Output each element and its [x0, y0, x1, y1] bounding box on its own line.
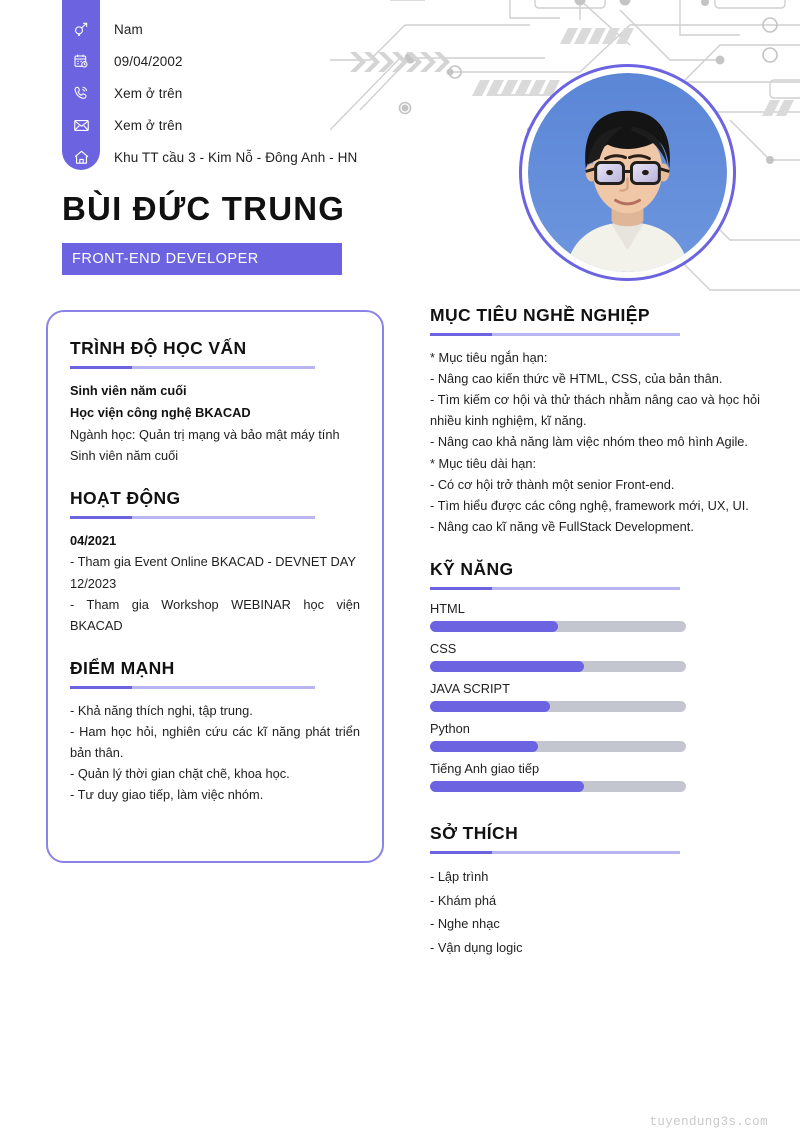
contact-value: 09/04/2002 — [114, 53, 183, 69]
candidate-name: BÙI ĐỨC TRUNG — [62, 190, 346, 227]
avatar — [519, 64, 736, 281]
skill-bar-fill — [430, 621, 558, 632]
objective-item: * Mục tiêu dài hạn: — [430, 455, 536, 471]
section-strengths — [70, 658, 360, 806]
hobby-item: - Vận dụng logic — [430, 940, 523, 955]
objective-item: - Tìm hiểu được các công nghệ, framework mới, UX, UI. — [430, 497, 749, 513]
activity-date: 12/2023 — [70, 575, 117, 591]
spacer — [70, 466, 360, 488]
contact-row — [62, 14, 462, 44]
hobby-item: - Nghe nhạc — [430, 916, 500, 932]
skill-bar-fill — [430, 741, 538, 752]
skill-bar-track — [430, 781, 686, 792]
skill-item — [430, 601, 760, 632]
job-role-banner — [62, 243, 342, 275]
section-divider — [70, 366, 315, 369]
watermark: tuyendung3s.com — [649, 1115, 768, 1129]
skill-label: HTML — [430, 600, 465, 616]
skill-label: Python — [430, 720, 470, 736]
spacer — [430, 801, 760, 823]
section-divider — [70, 686, 315, 689]
education-line: Sinh viên năm cuối — [70, 447, 179, 463]
skill-bar-fill — [430, 661, 584, 672]
contact-value: Khu TT cầu 3 - Kim Nỗ - Đông Anh - HN — [114, 149, 358, 165]
activity-date: 04/2021 — [70, 532, 117, 548]
section-divider — [430, 587, 680, 590]
activity-text: - Tham gia Workshop WEBINAR học viện BKACAD — [70, 596, 360, 633]
objective-item: - Tìm kiếm cơ hội và thử thách nhằm nâng cao và học hỏi nhiều kinh nghiệm, kĩ năng. — [430, 392, 760, 429]
section-objective — [430, 305, 760, 537]
home-icon — [62, 149, 100, 166]
hobby-item: - Khám phá — [430, 892, 497, 908]
section-divider — [70, 516, 315, 519]
section-hobbies — [430, 823, 760, 960]
section-education — [70, 338, 360, 466]
section-title: SỞ THÍCH — [430, 822, 519, 843]
section-title: MỤC TIÊU NGHỀ NGHIỆP — [430, 305, 650, 325]
education-line: Ngành học: Quản trị mạng và bảo mật máy tính — [70, 426, 340, 442]
contact-row — [62, 142, 462, 172]
right-column — [430, 305, 760, 960]
avatar-photo — [528, 73, 727, 272]
skill-bar-fill — [430, 701, 550, 712]
skill-item — [430, 681, 760, 712]
education-line: Sinh viên năm cuối — [70, 383, 187, 398]
skill-bar-track — [430, 621, 686, 632]
skill-item — [430, 641, 760, 672]
contact-list — [62, 14, 462, 174]
contact-value: Xem ở trên — [114, 85, 183, 101]
strength-item: - Tư duy giao tiếp, làm việc nhóm. — [70, 787, 264, 803]
strength-item: - Quản lý thời gian chặt chẽ, khoa học. — [70, 766, 290, 782]
section-divider — [430, 333, 680, 336]
objective-item: - Nâng cao kĩ năng về FullStack Development. — [430, 518, 694, 534]
skill-bar-fill — [430, 781, 584, 792]
email-icon — [62, 117, 100, 134]
spacer — [430, 537, 760, 559]
section-activities — [70, 488, 360, 636]
contact-row — [62, 46, 462, 76]
section-title: HOẠT ĐỘNG — [70, 487, 181, 508]
section-skills — [430, 559, 760, 792]
contact-row — [62, 110, 462, 140]
section-title: TRÌNH ĐỘ HỌC VẤN — [70, 338, 247, 358]
skill-item — [430, 761, 760, 792]
strength-item: - Ham học hỏi, nghiên cứu các kĩ năng phát triển bản thân. — [70, 724, 360, 761]
spacer — [70, 636, 360, 658]
strength-item: - Khả năng thích nghi, tập trung. — [70, 702, 253, 718]
activity-text: - Tham gia Event Online BKACAD - DEVNET DAY — [70, 554, 356, 570]
calendar-icon — [62, 53, 100, 69]
skill-item — [430, 721, 760, 752]
education-line: Học viện công nghệ BKACAD — [70, 404, 251, 420]
skill-label: JAVA SCRIPT — [430, 680, 510, 696]
contact-value: Nam — [114, 21, 143, 37]
section-title: ĐIỂM MẠNH — [70, 657, 175, 678]
skill-bar-track — [430, 741, 686, 752]
objective-item: - Nâng cao kiến thức về HTML, CSS, của bản thân. — [430, 371, 723, 387]
skill-bar-track — [430, 661, 686, 672]
skill-bar-track — [430, 701, 686, 712]
contact-row — [62, 78, 462, 108]
skill-label: Tiếng Anh giao tiếp — [430, 760, 540, 776]
contact-value: Xem ở trên — [114, 117, 183, 133]
objective-item: - Nâng cao khả năng làm việc nhóm theo mô hình Agile. — [430, 434, 748, 450]
job-role-label: FRONT-END DEVELOPER — [72, 251, 259, 267]
objective-item: * Mục tiêu ngắn hạn: — [430, 350, 548, 365]
hobby-item: - Lập trình — [430, 868, 489, 884]
gender-icon — [62, 21, 100, 37]
section-divider — [430, 851, 680, 854]
left-column-card — [46, 310, 384, 863]
skill-label: CSS — [430, 640, 457, 656]
section-title: KỸ NĂNG — [430, 558, 514, 579]
objective-item: - Có cơ hội trở thành một senior Front-end. — [430, 476, 675, 492]
phone-icon — [62, 85, 100, 101]
